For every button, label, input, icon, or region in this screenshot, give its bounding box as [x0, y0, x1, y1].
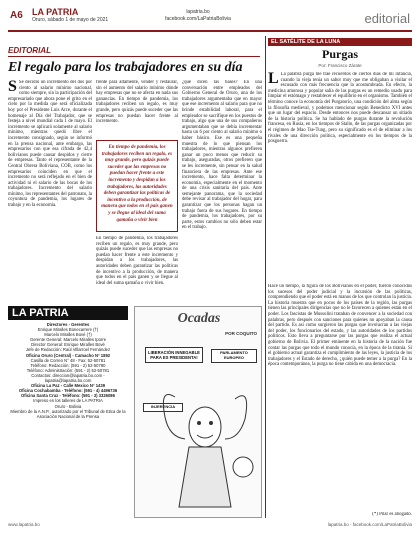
footer-website[interactable]: www.lapatria.bo: [8, 522, 40, 527]
masthead-line: Director General: Enrique Miralles Bové: [31, 342, 105, 348]
facebook-link[interactable]: facebook.com/LaPatriaBolivia: [165, 16, 231, 22]
masthead-line: Jefe de Redacción: Raúl Villarroel Fernández: [25, 347, 111, 353]
column-author: Por: Francisco Zárate: [318, 63, 362, 68]
editorial-column-2: [182, 80, 262, 302]
issue-date: Oruro, sábado 1 de mayo de 2021: [32, 17, 109, 23]
masthead-logo: LA PATRIA: [8, 306, 128, 320]
section-name: editorial: [364, 11, 410, 26]
editorial-column-3: [96, 80, 178, 138]
masthead-line: Enrique Miralles Bonecarrere (†): [37, 327, 99, 333]
cartoon-author: POR COQUITO: [225, 331, 257, 336]
cartoon-drawing: [135, 367, 263, 517]
editorial-text-4: En tiempo de pandemia, los trabajadores reciben un regalo, es muy grande, pero quizás puede suceder que las empresas no puedan hacer frente a este incremento y despidan a los trabajadores, las autoridades deben garantizar las políticas de incentivo a la producción, de manera que todos en el país ganen y se llegue al ideal del suma qamaña o vivir bien.: [96, 236, 178, 286]
masthead-line: Marcelo Miralles Bové (†): [44, 332, 92, 338]
masthead-line: Casilla de Correo N° 48 - Fax: 52-50781: [30, 357, 106, 363]
column-body-2: Hace un tiempo, la figura de los Bolivianos en el poder, fueron conocidos los sucesos del poder judicial y la incursión de las políticas, comprendiendo que el poder está en manos de los que controlan la justicia. La historia muestra que en pocos de los países de la región, las purgas tienen las principales dirigencias que no le favorecen a quienes están en el poder. Los fascistas de Mussolini trataban de convencer a la sociedad con palabras, pero después con sanciones para quienes no apoyaban la causa del partido. Es así como surgieron las purgas que involucran a las viejas del poder, los funcionarios del estado, y las autoridades de los partidos políticos. Esto lleva a preguntarse por las purgas que realiza el actual gobierno de Bolivia. El primer eminente en la historia de la nación fue contar las purgas que todo el mundo conocía, en la época de la tiranía. Si el gobierno actual garantiza el cumplimiento de las leyes, la justicia de los trabajadores y el Estado de derecho, ¿quién puede temer a la purga? En la época contemporánea, la purga no tiene cabida en una democracia.: [268, 284, 412, 368]
masthead-line: Teléfono: Administración: (591 - 2) 52-50781: [26, 367, 110, 373]
footer-social[interactable]: lapatria.bo - facebook.com/LaPatriaBolivia: [327, 522, 412, 527]
editorial-text-3: frente para altamente, vender y restaurar, sin el aumento del salario mínimo dónde hay empresas que no se afecta en nada sus ganancias. En tiempo de pandemia, los trabajadores reciben un regalo, es muy grande, pero quizás puede suceder que las empresas no puedan hacer frente al incremento.: [96, 80, 178, 125]
editorial-column-1: [8, 80, 92, 302]
masthead-line: Oficina La Paz - Calle Mexico N° 1439: [30, 383, 106, 389]
column-title: Purgas: [322, 47, 358, 61]
cartoon-title: Ocadas: [177, 311, 221, 326]
masthead-line: Impreso en los talleres de LA PATRIA: [33, 398, 103, 404]
drop-cap: S: [8, 80, 17, 95]
editorial-text-1: Se decidió un incremento del dos por ciento al salario mínimo nacional, como siempre, sin la participación del empresariado que ahora pone el grito en el cielo por la medida que será oficializada hoy por el Presidente Luis Arce, durante el homenaje al Día del Trabajador, que se festeja a nivel mundial cada 1 de mayo. El incremento se aplicará solamente al salario mínimo, mientras quedó libre el incremento consignado, según se informó en la prensa nacional, ante embargo, las empresarios con que esa cifrada de 42,4 bolivianos puede causar despidos y cierre de empresas. Tanto el representante de la Central Obrera Boliviana, COB, como los empresarios coinciden en que el incremento no será reflejado en el bien de actividad ni el salario de las bocas de los trabajadores. Incremento del salario mínimo, los representantes del patronato, la coyuntura de pandemia, los lugares de trabajo y en la economía.: [8, 80, 92, 209]
masthead-line: Oficina Oruro (Central) - Camacho N° 1892: [25, 352, 111, 358]
page-number: A6: [10, 10, 23, 21]
masthead-line: Directores - Gerentes: [46, 322, 90, 327]
drop-cap: L: [268, 72, 279, 87]
masthead-line: Teléfono: Redacción: (591 - 2) 52-50780: [30, 362, 106, 368]
column-text-1: [268, 72, 412, 282]
page-footer: [8, 522, 412, 527]
column-body-1: La palabra purga me trae recuerdos de ciertos días de mi infancia, cuando la vieja tenía un sabor muy que me obligaban a visitar el escusado con más frecuencia que la acostumbrada. En efecto, la medicina amorosa y popular salía de las purgas es un remedio usado para limpiar el estómago y restablecer el equilibrio en el organismo. También el término conoce la economía del Purgatorio, una condición del alma según la filosofía medieval, y podemos mencionar según Benedicto XVI antes que un lugar del espacio. Desde entonces nos puede descansar un sitiado de la historia política. Se ha hablado de purgas durante la revolución francesa, en Rusia, en los tiempos de Stalin, de las purgas organizadas por el régimen de Mao Tse-Tung, pero su significado es el de eliminar a los rivales de una dirección política, especialmente en los tiempos de la posguerra.: [268, 72, 412, 145]
website-link[interactable]: lapatria.bo: [186, 9, 210, 15]
column-label: EL SATÉLITE DE LA LUNA: [268, 38, 412, 46]
masthead-line: Gerente General: Marcelo Miralles Iporre: [29, 337, 107, 343]
page-header: [8, 6, 412, 32]
masthead-body: [8, 322, 128, 419]
column-text-2: [268, 284, 412, 510]
column-footnote: (*) Pilar es abogado.: [372, 512, 412, 517]
masthead-line: Contactos: direccion@lapatria.bo.com - lapatria@lapatria.bo.com: [31, 372, 105, 384]
newspaper-name: LA PATRIA: [32, 7, 79, 17]
speech-bubble: LIBERACIÓN INNEGABLE PARA ES PRESIDENTA!: [145, 347, 203, 363]
editorial-label: EDITORIAL: [8, 46, 260, 57]
masthead: [8, 306, 128, 419]
editorial-text-2: ¿qué dicen las bases? En una conversación entre empleados del Gobierno General de Oruro, una de los trabajadores argumentaba que en mayor que ese incremento al salario para que no brinde estabilidad laboral, para el empleador se sacrifique en los puestos de trabajo, algo que una de sus compañeros argumentaban que se debía incrementar hasta un 6 por ciento al salario mínimo o haber básico. Ese es una pequeña muestra de lo que piensan los trabajadores, mientras algunos prefieren ganar un poco menos que reducir su trabajo, aseguradas, otros prefieren que se les incremente, sin pensar en la salud financiera de las empresas. Ante ese incremento, hace falta determinar la economía, especialmente en el momento de una crisis sanitaria del país. Ante semejante panorama, que la sociedad debe revisar al trabajador del hogar, para garantizar que los personas hagan un trabajo fuera de sus hogares. En tiempo de pandemia, los trabajadores, por su parte, estos cambios no sólo deben estar en el trabajo.: [182, 80, 262, 231]
cartoon-sign: PARLAMENTO EUROPEO: [211, 349, 257, 363]
masthead-line: Oficina Santa Cruz - Teléfono: (591 - 3) 3326086: [21, 393, 115, 399]
masthead-line: Oficina Cochabamba - Teléfono: (591 - 4) 4496736: [18, 388, 118, 394]
cartoon-sign-2: INJERENCIA: [143, 403, 183, 412]
pull-quote: En tiempo de pandemia, los trabajadores reciben un regalo, es muy grande, pero quizás puede suceder que las empresas no puedan hacer frente a este incremento y despidan a los trabajadores, las autoridades deben garantizar las políticas de incentivo a la producción, de manera que todos en el país ganen y se llegue al ideal del suma qamaña o vivir bien: [96, 140, 178, 232]
editorial-cartoon: [134, 306, 262, 518]
column-divider: [265, 36, 266, 518]
editorial-column-4: [96, 236, 178, 302]
masthead-line: Miembro de la A.N.P., autorizado por el Tribunal de Etica de la Asociación Nacional de la Prensa: [10, 408, 126, 419]
masthead-line: Oruro - Bolivia: [54, 403, 82, 409]
editorial-title: El regalo para los trabajadores en su día: [8, 60, 243, 75]
